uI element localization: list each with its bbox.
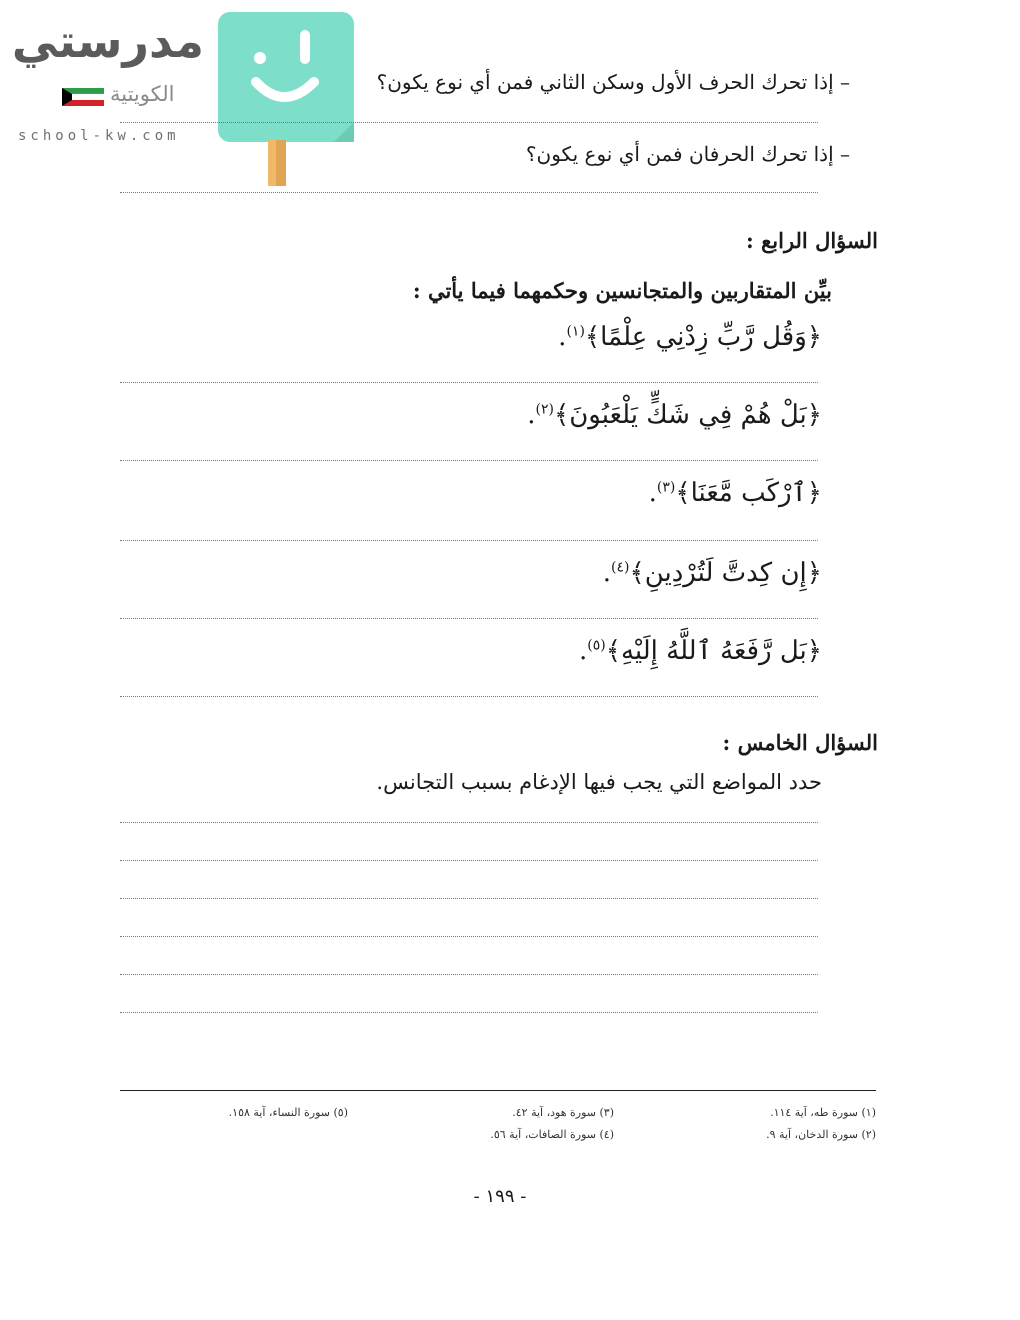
verse-text: ﴿بَلْ هُمْ فِي شَكٍّ يَلْعَبُونَ﴾ <box>553 400 822 430</box>
answer-line <box>120 460 818 461</box>
question-both-moving: – إذا تحرك الحرفان فمن أي نوع يكون؟ <box>525 142 850 166</box>
verse-ref: (٣) <box>656 479 676 496</box>
answer-line <box>120 122 818 123</box>
verse-5: ﴿بَل رَّفَعَهُ ٱللَّهُ إِلَيْهِ﴾$^{(٥)}$. <box>578 636 822 666</box>
question-first-moving: – إذا تحرك الحرف الأول وسكن الثاني فمن أي نوع يكون؟ <box>376 70 850 94</box>
footnote-1: (١) سورة طه، آية ١١٤. <box>770 1106 876 1119</box>
site-logo <box>0 0 360 190</box>
logo-badge-icon <box>218 12 354 188</box>
verse-ref: (٢) <box>535 401 554 418</box>
logo-subtitle: الكويتية <box>110 82 175 106</box>
verse-ref: (٤) <box>610 559 630 576</box>
footnote-5: (٥) سورة النساء، آية ١٥٨. <box>228 1106 348 1119</box>
verse-2: ﴿بَلْ هُمْ فِي شَكٍّ يَلْعَبُونَ﴾$^{(٢)}$. <box>527 400 822 430</box>
verse-text: ﴿إِن كِدتَّ لَتُرْدِينِ﴾ <box>629 558 822 588</box>
q4-instruction: بيِّن المتقاربين والمتجانسين وحكمهما فيما يأتي : <box>412 278 832 303</box>
answer-line <box>120 1012 818 1013</box>
verse-text: ﴿وَقُل رَّبِّ زِدْنِي عِلْمًا﴾ <box>584 322 822 352</box>
answer-line <box>120 860 818 861</box>
answer-line <box>120 382 818 383</box>
answer-line <box>120 696 818 697</box>
logo-url: school-kw.com <box>18 128 180 144</box>
verse-text: ﴿ٱرْكَب مَّعَنَا﴾ <box>675 478 822 508</box>
q4-heading: السؤال الرابع : <box>746 228 878 253</box>
page-number: - ١٩٩ - <box>473 1186 527 1207</box>
answer-line <box>120 192 818 193</box>
verse-1: ﴿وَقُل رَّبِّ زِدْنِي عِلْمًا﴾$^{(١)}$. <box>558 322 822 352</box>
answer-line <box>120 540 818 541</box>
answer-line <box>120 974 818 975</box>
verse-3: ﴿ٱرْكَب مَّعَنَا﴾$^{(٣)}$. <box>648 478 822 508</box>
footnote-3: (٣) سورة هود، آية ٤٢. <box>512 1106 614 1119</box>
verse-ref: (١) <box>566 323 585 340</box>
answer-line <box>120 898 818 899</box>
verse-ref: (٥) <box>587 637 606 654</box>
footnote-2: (٢) سورة الدخان، آية ٩. <box>766 1128 876 1141</box>
footnote-4: (٤) سورة الصافات، آية ٥٦. <box>490 1128 614 1141</box>
answer-line <box>120 936 818 937</box>
q5-instruction: حدد المواضع التي يجب فيها الإدغام بسبب التجانس. <box>376 770 822 794</box>
logo-name: مدرستي <box>11 14 204 68</box>
kuwait-flag-icon <box>62 88 104 106</box>
answer-line <box>120 618 818 619</box>
verse-text: ﴿بَل رَّفَعَهُ ٱللَّهُ إِلَيْهِ﴾ <box>605 636 822 666</box>
q5-heading: السؤال الخامس : <box>722 730 878 755</box>
answer-line <box>120 822 818 823</box>
verse-4: ﴿إِن كِدتَّ لَتُرْدِينِ﴾$^{(٤)}$. <box>602 558 822 588</box>
footnote-separator <box>120 1090 876 1091</box>
